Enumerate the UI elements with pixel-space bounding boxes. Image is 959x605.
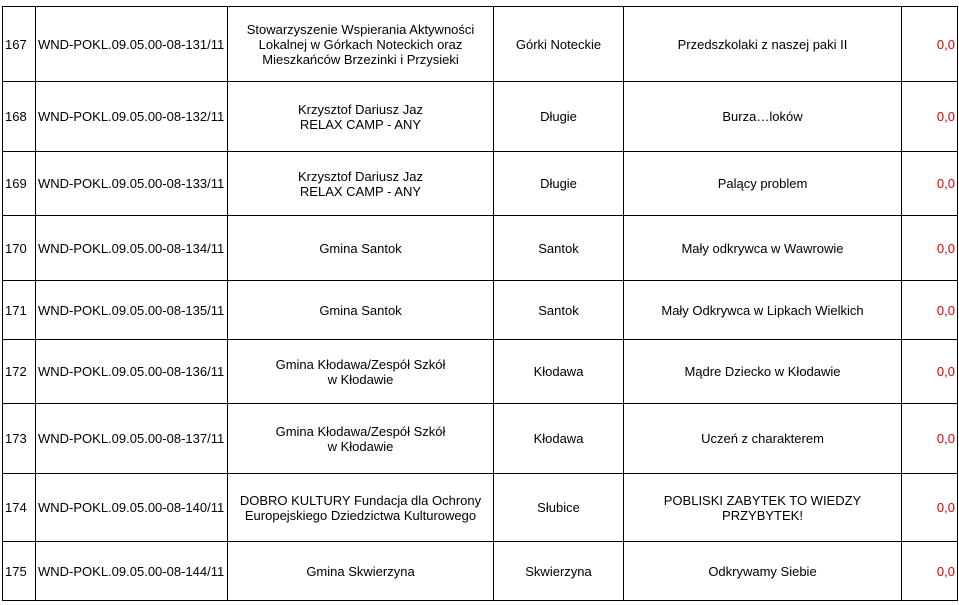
place-cell: Skwierzyna bbox=[494, 542, 624, 601]
beneficiary-line: RELAX CAMP - ANY bbox=[299, 183, 422, 199]
application-code: WND-POKL.09.05.00-08-134/11 bbox=[36, 216, 228, 281]
beneficiary-cell bbox=[228, 7, 494, 82]
table-row bbox=[3, 7, 958, 82]
table-row bbox=[3, 216, 958, 281]
project-title-cell: Burza…loków bbox=[624, 82, 902, 152]
beneficiary-line: Krzysztof Dariusz Jaz bbox=[298, 168, 423, 184]
place-cell: Santok bbox=[494, 216, 624, 281]
beneficiary-cell bbox=[228, 474, 494, 542]
row-number: 175 bbox=[3, 542, 36, 601]
beneficiary-cell bbox=[228, 82, 494, 152]
table-row bbox=[3, 404, 958, 474]
beneficiary-line: Europejskiego Dziedzictwa Kulturowego bbox=[244, 507, 477, 523]
amount-cell: 0,0 bbox=[902, 152, 958, 216]
row-number: 174 bbox=[3, 474, 36, 542]
beneficiary-line: Stowarzyszenie Wspierania Aktywności bbox=[246, 21, 475, 37]
beneficiary-line: Gmina Kłodawa/Zespół Szkół bbox=[275, 356, 446, 372]
place-cell: Kłodawa bbox=[494, 404, 624, 474]
row-number: 171 bbox=[3, 281, 36, 340]
beneficiary-line: Lokalnej w Górkach Noteckich oraz bbox=[258, 36, 463, 52]
project-title-cell: Palący problem bbox=[624, 152, 902, 216]
row-number: 170 bbox=[3, 216, 36, 281]
place-cell: Słubice bbox=[494, 474, 624, 542]
project-title-cell: POBLISKI ZABYTEK TO WIEDZY PRZYBYTEK! bbox=[624, 474, 902, 542]
amount-cell: 0,0 bbox=[902, 404, 958, 474]
place-cell: Górki Noteckie bbox=[494, 7, 624, 82]
row-number: 169 bbox=[3, 152, 36, 216]
amount-cell: 0,0 bbox=[902, 340, 958, 404]
row-number: 173 bbox=[3, 404, 36, 474]
beneficiary-cell bbox=[228, 152, 494, 216]
amount-cell: 0,0 bbox=[902, 216, 958, 281]
beneficiary-line: w Kłodawie bbox=[327, 371, 394, 387]
row-number: 172 bbox=[3, 340, 36, 404]
application-code: WND-POKL.09.05.00-08-144/11 bbox=[36, 542, 228, 601]
place-cell: Santok bbox=[494, 281, 624, 340]
amount-cell: 0,0 bbox=[902, 281, 958, 340]
beneficiary-cell bbox=[228, 216, 494, 281]
beneficiary-line: Gmina Kłodawa/Zespół Szkół bbox=[275, 423, 446, 439]
table-row bbox=[3, 281, 958, 340]
application-code: WND-POKL.09.05.00-08-136/11 bbox=[36, 340, 228, 404]
beneficiary-cell bbox=[228, 542, 494, 601]
application-code: WND-POKL.09.05.00-08-140/11 bbox=[36, 474, 228, 542]
table-row bbox=[3, 152, 958, 216]
amount-cell: 0,0 bbox=[902, 542, 958, 601]
project-title-cell: Mądre Dziecko w Kłodawie bbox=[624, 340, 902, 404]
row-number: 168 bbox=[3, 82, 36, 152]
application-code: WND-POKL.09.05.00-08-133/11 bbox=[36, 152, 228, 216]
application-code: WND-POKL.09.05.00-08-132/11 bbox=[36, 82, 228, 152]
beneficiary-cell bbox=[228, 340, 494, 404]
application-code: WND-POKL.09.05.00-08-131/11 bbox=[36, 7, 228, 82]
row-number: 167 bbox=[3, 7, 36, 82]
table-row bbox=[3, 340, 958, 404]
project-title-cell: Uczeń z charakterem bbox=[624, 404, 902, 474]
application-code: WND-POKL.09.05.00-08-135/11 bbox=[36, 281, 228, 340]
place-cell: Długie bbox=[494, 152, 624, 216]
project-title-cell: Mały Odkrywca w Lipkach Wielkich bbox=[624, 281, 902, 340]
beneficiary-line: Mieszkańców Brzezinki i Przysieki bbox=[262, 51, 459, 67]
beneficiary-line: w Kłodawie bbox=[327, 438, 394, 454]
beneficiary-line: RELAX CAMP - ANY bbox=[299, 116, 422, 132]
amount-cell: 0,0 bbox=[902, 82, 958, 152]
project-title-cell: Odkrywamy Siebie bbox=[624, 542, 902, 601]
amount-cell: 0,0 bbox=[902, 7, 958, 82]
table-row bbox=[3, 474, 958, 542]
place-cell: Kłodawa bbox=[494, 340, 624, 404]
project-title-cell: Przedszkolaki z naszej paki II bbox=[624, 7, 902, 82]
projects-table bbox=[2, 6, 958, 601]
project-title-cell: Mały odkrywca w Wawrowie bbox=[624, 216, 902, 281]
beneficiary-line: Krzysztof Dariusz Jaz bbox=[298, 101, 423, 117]
amount-cell: 0,0 bbox=[902, 474, 958, 542]
beneficiary-line: Gmina Santok bbox=[319, 240, 402, 256]
table-row bbox=[3, 542, 958, 601]
beneficiary-line: DOBRO KULTURY Fundacja dla Ochrony bbox=[239, 492, 482, 508]
application-code: WND-POKL.09.05.00-08-137/11 bbox=[36, 404, 228, 474]
beneficiary-line: Gmina Skwierzyna bbox=[306, 563, 415, 579]
beneficiary-cell bbox=[228, 281, 494, 340]
beneficiary-cell bbox=[228, 404, 494, 474]
place-cell: Długie bbox=[494, 82, 624, 152]
beneficiary-line: Gmina Santok bbox=[319, 302, 402, 318]
table-row bbox=[3, 82, 958, 152]
